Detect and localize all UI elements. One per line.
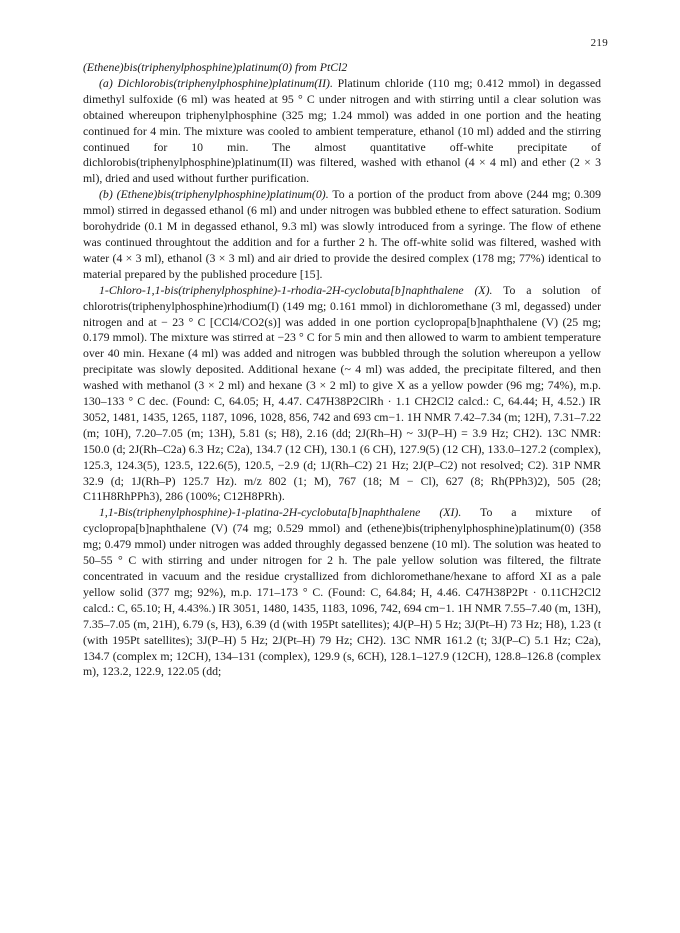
paragraph-heading: 1,1-Bis(triphenylphosphine)-1-platina-2H-cyclobuta[b]naphthalene (XI). bbox=[99, 505, 462, 520]
paragraph-heading: (a) Dichlorobis(triphenylphosphine)platinum(II). bbox=[99, 75, 333, 90]
article-body bbox=[83, 60, 601, 680]
paragraph-text: Platinum chloride (110 mg; 0.412 mmol) in degassed dimethyl sulfoxide (6 ml) was heated at 95 ° C under nitrogen and with stirring until a clear solution was obtained whereupon triphenylphosphine (325 mg; 1.24 mmol) was added in one portion and the heating continued for 4 min. The mixture was cooled to ambient temperature, ethanol (10 ml) added and the stirring continued for 10 min. The almost quantitative off-white precipitate of dichlorobis(triphenylphosphine)platinum(II) was filtered, washed with ethanol (4 × 4 ml) and ether (2 × 3 ml), dried and used without further purification. bbox=[83, 75, 601, 186]
section-heading bbox=[83, 60, 601, 76]
paragraph-heading: 1-Chloro-1,1-bis(triphenylphosphine)-1-rhodia-2H-cyclobuta[b]naphthalene (X). bbox=[99, 282, 493, 297]
paragraph-rhodia-compound-x bbox=[83, 283, 601, 506]
paragraph-text: To a mixture of cyclopropa[b]naphthalene (V) (74 mg; 0.529 mmol) and (ethene)bis(triphenylphosphine)platinum(0) (358 mg; 0.479 mmol) under nitrogen was added throughly degassed benzene (10 ml). The solution was heated to 50–55 ° C with stirring and under nitrogen for 2 h. The pale yellow solution was filtered, the filtrate concentrated in vacuum and the residue crystallized from dichloromethane/hexane to afford XI as a pale yellow solid (377 mg; 92%), m.p. 171–173 ° C. (Found: C, 64.84; H, 4.46. C47H38P2Pt · 0.11CH2Cl2 calcd.: C, 65.10; H, 4.43%.) IR 3051, 1480, 1435, 1183, 1096, 742, 694 cm−1. 1H NMR 7.55–7.40 (m, 13H), 7.35–7.05 (m, 21H), 6.79 (s, H3), 6.39 (d (with 195Pt satellites); 4J(P–H) 5 Hz; 3J(Pt–H) 73 Hz; H8), 1.23 (t (with 195Pt satellites); 3J(P–H) 5 Hz; 2J(Pt–H) 79 Hz; CH2). 13C NMR 161.2 (t; 3J(P–C) 5.1 Hz; C2a), 134.7 (complex m; 12CH), 134–131 (complex), 129.9 (s, 6CH), 128.1–127.9 (12CH), 128.8–126.8 (complex m), 123.2, 122.9, 122.05 (dd; bbox=[83, 505, 601, 679]
paragraph-heading: (b) (Ethene)bis(triphenylphosphine)platinum(0). bbox=[99, 187, 329, 202]
page-number: 219 bbox=[590, 37, 608, 49]
paragraph-text: To a portion of the product from above (244 mg; 0.309 mmol) stirred in degassed ethanol (6 ml) and under nitrogen was bubbled ethene to effect saturation. Sodium borohydride (0.1 M in degassed ethanol, 9.3 ml) was slowly introduced from a syringe. The flow of ethene was continued throughtout the addition and for a further 2 h. The off-white solid was filtered, washed with water (4 × 3 ml), ethanol (3 × 3 ml) and air dried to provide the desired complex (178 mg; 77%) identical to material prepared by the published procedure [15]. bbox=[83, 187, 601, 281]
paragraph-text: To a solution of chlorotris(triphenylphosphine)rhodium(I) (149 mg; 0.161 mmol) in dichloromethane (3 ml, degassed) under nitrogen and at − 23 ° C [CCl4/CO2(s)] was added in one portion cyclopropa[b]naphthalene (V) (25 mg; 0.179 mmol). The mixture was stirred at −23 ° C for 5 min and then allowed to warm to ambient temperature over 40 min. Hexane (4 ml) was added and nitrogen was bubbled through the solution whereupon a yellow precipitate was slowly deposited. Additional hexane (~ 4 ml) was added, the precipitate filtered, and then washed with methanol (3 × 2 ml) and hexane (3 × 2 ml) to give X as a yellow powder (96 mg; 74%), m.p. 130–133 ° C dec. (Found: C, 64.05; H, 4.47. C47H38P2ClRh · 1.1 CH2Cl2 calcd.: C, 64.44; H, 4.52.) IR 3052, 1481, 1435, 1265, 1187, 1096, 1028, 856, 742 and 693 cm−1. 1H NMR 7.42–7.34 (m; 12H), 7.31–7.22 (m; 10H), 7.20–7.05 (m; 13H), 5.81 (s; H8), 2.16 (dd; 2J(Rh–H) ~ 3J(P–H) = 3.9 Hz; CH2). 13C NMR: 150.0 (d; 2J(Rh–C2a) 6.3 Hz; C2a), 134.7 (12 CH), 130.1 (6 CH), 127.9(5) (12 CH), 133.0–127.2 (complex), 125.3, 124.3(5), 123.5, 122.6(5), 120.5, −2.9 (d; 1J(Rh–C2) 21 Hz; 2J(P–C2) not resolved; C2). 31P NMR 32.9 (d; 1J(Rh–P) 125.7 Hz). m/z 802 (1; M), 767 (18; M − Cl), 627 (8; Rh(PPh3)2), 505 (28; C11H8RhPPh3), 286 (100%; C12H8PRh). bbox=[83, 282, 601, 504]
paragraph-platina-compound-xi bbox=[83, 505, 601, 680]
section-heading-text: (Ethene)bis(triphenylphosphine)platinum(0) from PtCl2 bbox=[83, 60, 348, 74]
paragraph-dichloro-platinum bbox=[83, 76, 601, 187]
paragraph-ethene-platinum bbox=[83, 187, 601, 282]
